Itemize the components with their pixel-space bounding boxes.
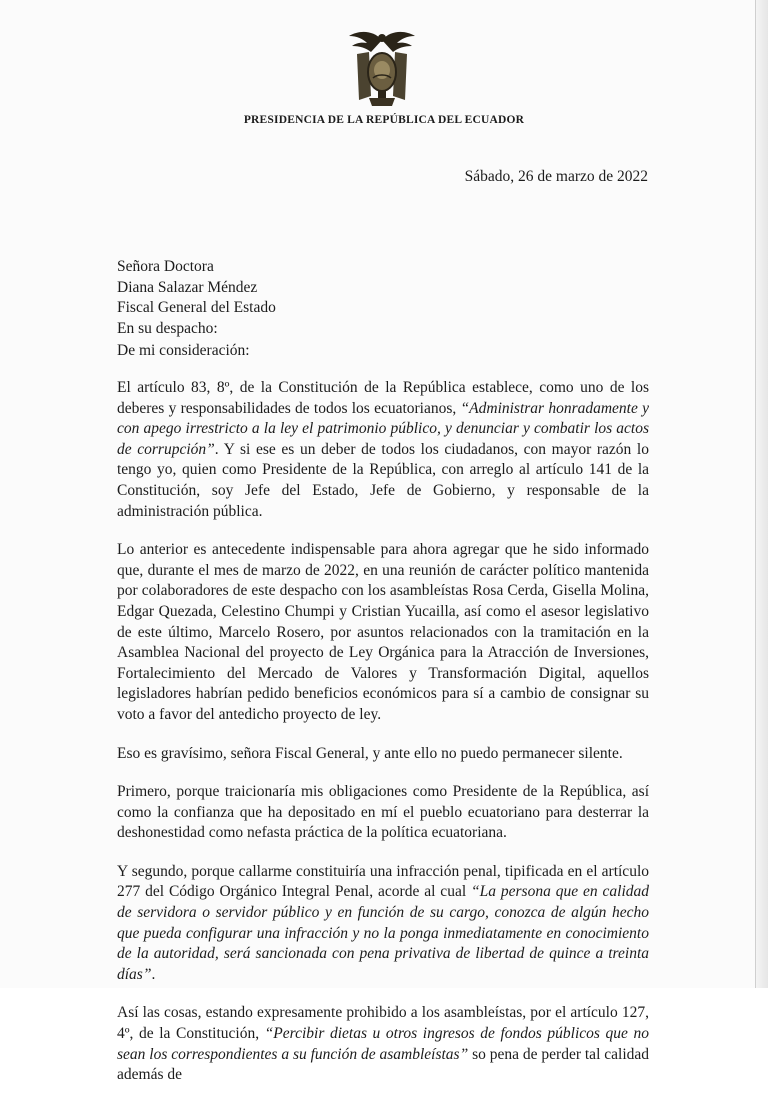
paragraph-4: Primero, porque traicionaría mis obligaciones como Presidente de la República, así como la confianza que ha depositado en mí el pueblo ecuatoriano para desterrar la deshonestidad como nefasta práctica de la política ecuatoriana. <box>117 783 649 842</box>
paragraph-6: Así las cosas, estando expresamente prohibido a los asambleístas, por el artículo 127, 4º, de la Constitución, “Percibir dietas u otros ingresos de fondos públicos que no sean los correspondientes a su función de asambleístas” so pena de perder tal calidad además de <box>117 1004 650 1084</box>
recipient-office: En su despacho: <box>117 319 218 337</box>
letter-body <box>117 378 649 1104</box>
letter-date: Sábado, 26 de marzo de 2022 <box>464 168 648 185</box>
recipient-title: Señora Doctora <box>117 258 214 275</box>
constitution-quote: “Administrar honradamente y con apego irrestricto a la ley el patrimonio público, y denunciar y combatir los actos de corrupción” <box>117 399 649 458</box>
penal-code-quote: “La persona que en calidad de servidora o servidor público y en función de su cargo, conozca de algún hecho que pueda configurar una infracción y no la ponga inmediatamente en conocimiento de la autoridad, será sancionada con pena privativa de libertad de quince a treinta días” <box>117 883 649 983</box>
page-edge <box>755 0 768 988</box>
recipient-position: Fiscal General del Estado <box>117 299 276 317</box>
recipient-address <box>117 257 649 339</box>
paragraph-5: Y segundo, porque callarme constituiría una infracción penal, tipificada en el artículo 277 del Código Orgánico Integral Penal, acorde al cual “La persona que en calidad de servidora o servidor público y en función de su cargo, conozca de algún hecho que pueda configurar una infracción y no la ponga inmediatamente en conocimiento de la autoridad, será sancionada con pena privativa de libertad de quince a treinta días”. <box>117 862 649 983</box>
coat-of-arms-icon <box>347 26 417 110</box>
paragraph-2: Lo anterior es antecedente indispensable para ahora agregar que he sido informado que, durante el mes de marzo de 2022, en una reunión de carácter político mantenida por colaboradores de este despacho con los asambleístas Rosa Cerda, Gisella Molina, Edgar Quezada, Celestino Chumpi y Cristian Yucailla, así como el asesor legislativo de este último, Marcelo Rosero, por asuntos relacionados con la tramitación en la Asamblea Nacional del proyecto de Ley Orgánica para la Atracción de Inversiones, Fortalecimiento del Mercado de Valores y Transformación Digital, aquellos legisladores habrían pedido beneficios económicos para sí a cambio de consignar su voto a favor del antedicho proyecto de ley. <box>117 541 649 723</box>
article-127-quote: “Percibir dietas u otros ingresos de fondos públicos que no sean los correspondientes a su función de asambleístas” <box>117 1025 649 1063</box>
recipient-name: Diana Salazar Méndez <box>117 278 258 296</box>
paragraph-1: El artículo 83, 8º, de la Constitución de la República establece, como uno de los deberes y responsabilidades de todos los ecuatorianos, “Administrar honradamente y con apego irrestricto a la ley el patrimonio público, y denunciar y combatir los actos de corrupción”. Y si ese es un deber de todos los ciudadanos, con mayor razón lo tengo yo, quien como Presidente de la República, con arreglo al artículo 141 de la Constitución, soy Jefe del Estado, Jefe de Gobierno, y responsable de la administración pública. <box>117 379 649 520</box>
salutation: De mi consideración: <box>117 342 250 359</box>
institution-name: PRESIDENCIA DE LA REPÚBLICA DEL ECUADOR <box>243 114 525 126</box>
paragraph-3: Eso es gravísimo, señora Fiscal General, y ante ello no puedo permanecer silente. <box>117 744 623 762</box>
